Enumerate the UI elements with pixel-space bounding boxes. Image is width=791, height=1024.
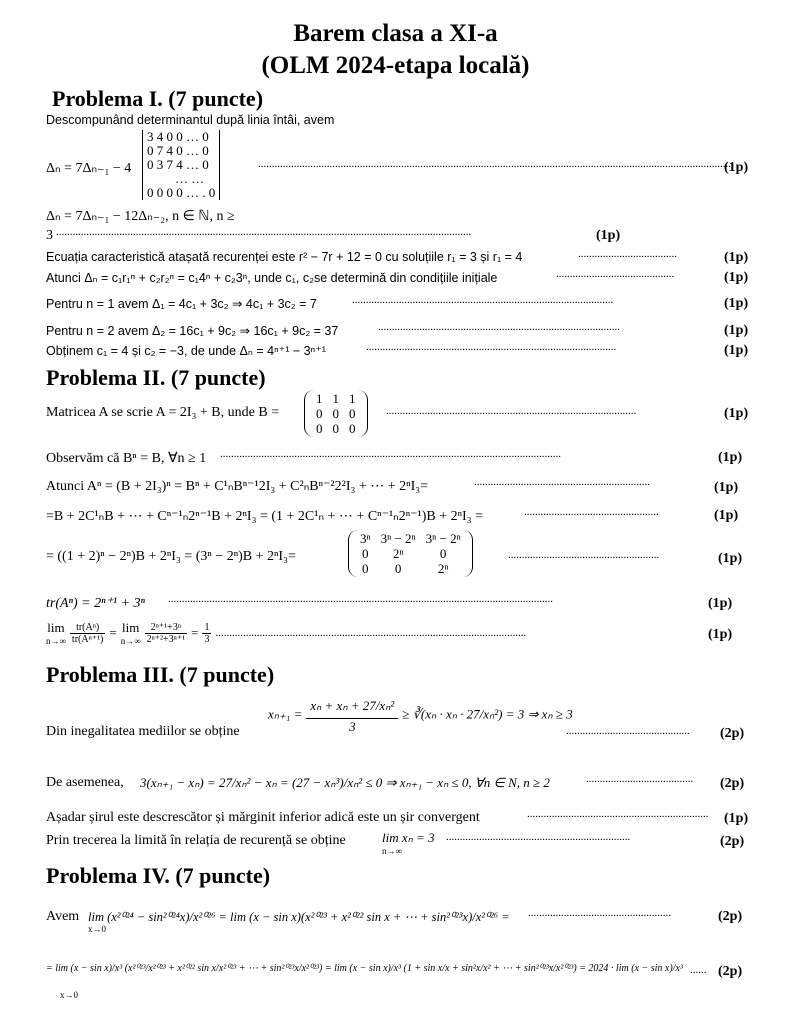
matrix-cell: 0 — [349, 421, 356, 436]
eq-sign: = — [109, 625, 117, 640]
p3-points-2: (2p) — [720, 776, 745, 791]
title-line-1: Barem clasa a XI-a — [293, 20, 498, 47]
matrix-cell: 2ⁿ — [437, 561, 449, 576]
p1-dots-4: ........................................... — [556, 268, 675, 280]
p3-line-1: Din inegalitatea mediilor se obține — [46, 724, 240, 739]
p1-line-7: Obținem c₁ = 4 și c₂ = −3, de unde Δₙ = 4ⁿ⁺¹ − 3ⁿ⁺¹ — [46, 344, 326, 358]
p3-line-4: Prin trecerea la limită în relația de recurență se obține — [46, 833, 346, 848]
p1-dots-3: .................................... — [578, 248, 677, 260]
matrix-cell: 0 — [349, 406, 356, 421]
lim-word: lim — [121, 620, 140, 635]
p1-points-6: (1p) — [724, 323, 749, 338]
p2-dots-3: ................................................................ — [474, 476, 650, 488]
p2-points-3: (1p) — [714, 480, 739, 495]
eq-lhs: xₙ₊₁ = — [268, 706, 303, 722]
p3-points-1: (2p) — [720, 726, 745, 741]
lim-expr: lim xₙ = 3 — [382, 830, 435, 845]
p3-dots-4: ................................................................... — [446, 831, 631, 843]
p1-line-2a: Δₙ = 7Δₙ₋₁ − 12Δₙ₋₂, n ∈ ℕ, n ≥ — [46, 209, 235, 224]
p4-points-1: (2p) — [718, 909, 743, 924]
p1-intro: Descompunând determinantul după linia întâi, avem — [46, 113, 335, 127]
p1-points-1: (1p) — [724, 160, 749, 175]
p2-line-7 — [46, 620, 526, 646]
p3-points-4: (2p) — [720, 834, 745, 849]
lim-sub: n→∞ — [382, 846, 402, 856]
problem-1-heading: Problema I. (7 puncte) — [52, 86, 264, 111]
lim-sub: n→∞ — [46, 636, 66, 646]
problem-2-heading: Problema II. (7 puncte) — [46, 365, 266, 390]
p1-line-5: Pentru n = 1 avem Δ₁ = 4c₁ + 3c₂ ⇒ 4c₁ + 3c₂ = 7 — [46, 297, 317, 311]
p3-dots-3: .................................................................. — [527, 808, 709, 820]
p1-line-6: Pentru n = 2 avem Δ₂ = 16c₁ + 9c₂ ⇒ 16c₁ + 9c₂ = 37 — [46, 324, 339, 338]
p3-line-3: Așadar șirul este descrescător și mărginit inferior adică este un șir convergent — [46, 810, 480, 825]
det-row: 0 7 4 0 … 0 — [147, 143, 209, 158]
p4-line-1b: lim (x²⁰²⁴ − sin²⁰²⁴x)/x²⁰²⁶ = lim (x − sin x)(x²⁰²³ + x²⁰²² sin x + ⋯ + sin²⁰²³x)/x²⁰²⁶ = — [88, 910, 510, 924]
p4-dots-1: .................................................... — [528, 907, 671, 919]
matrix-cell: 2ⁿ — [392, 546, 404, 561]
p1-line-4: Atunci Δₙ = c₁r₁ⁿ + c₂r₂ⁿ = c₁4ⁿ + c₂3ⁿ, unde c₁, c₂se determină din condițiile inițiale — [46, 271, 498, 285]
p3-points-3: (1p) — [724, 811, 749, 826]
p1-dots-5: ............................................................................................... — [352, 294, 614, 306]
frac-den: 2ⁿ⁺²+3ⁿ⁺¹ — [146, 633, 186, 645]
det-row: 0 0 0 0 … . 0 — [147, 185, 216, 200]
matrix-cell: 0 — [332, 406, 339, 421]
matrix-cell: 3ⁿ − 2ⁿ — [425, 531, 461, 546]
p2-points-4: (1p) — [714, 508, 739, 523]
p2-matrix-a — [348, 530, 473, 577]
det-row: 3 4 0 0 … 0 — [147, 129, 209, 144]
det-row: 0 3 7 4 … 0 — [147, 157, 209, 172]
det-row: … … — [175, 171, 205, 186]
p4-line-2-sub: x→0 — [60, 990, 78, 1000]
matrix-cell: 0 — [439, 546, 447, 561]
p2-line-2: Observăm că Bⁿ = B, ∀n ≥ 1 — [46, 451, 207, 466]
frac-den: 3 — [204, 633, 210, 645]
p2-dots-1: ........................................................................................... — [386, 405, 637, 417]
p2-points-5: (1p) — [718, 551, 743, 566]
p2-dots-7: ................................................................................................................. — [215, 627, 527, 639]
p2-dots-5: ....................................................... — [508, 549, 660, 561]
p3-line-4-eq — [382, 830, 435, 856]
p2-dots-2: ............................................................................................................................ — [220, 448, 561, 460]
p2-line-3: Atunci Aⁿ = (B + 2I₃)ⁿ = Bⁿ + C¹ₙBⁿ⁻¹2I₃ + C²ₙBⁿ⁻²2²I₃ + ⋯ + 2ⁿI₃= — [46, 479, 429, 494]
frac-num: 1 — [204, 621, 210, 633]
p2-points-6: (1p) — [708, 596, 733, 611]
matrix-cell: 0 — [316, 421, 323, 436]
matrix-cell: 0 — [332, 421, 339, 436]
p4-dots-2: ...... — [690, 964, 707, 976]
p1-dots-6: ........................................................................................ — [378, 321, 620, 333]
p1-determinant — [142, 130, 220, 200]
p4-line-1a: Avem — [46, 909, 80, 924]
p3-line-2b: 3(xₙ₊₁ − xₙ) = 27/xₙ² − xₙ = (27 − xₙ³)/xₙ² ≤ 0 ⇒ xₙ₊₁ − xₙ ≤ 0, ∀n ∈ N, n ≥ 2 — [140, 775, 550, 790]
p1-points-7: (1p) — [724, 343, 749, 358]
frac-den: 3 — [349, 719, 356, 734]
lim-sub: n→∞ — [120, 636, 141, 646]
p1-line-2b: 3 — [46, 228, 53, 243]
matrix-cell: 0 — [316, 406, 323, 421]
eq-sign: = — [191, 625, 199, 640]
p4-line-2: = lim (x − sin x)/x³ (x²⁰²³/x²⁰²³ + x²⁰²² sin x/x²⁰²³ + ⋯ + sin²⁰²³x/x²⁰²³) = lim (x − sin x)/x³ (1 + sin x/x + sin²x/x² + ⋯ + sin²⁰²³x/x²⁰²³) = 2024 · lim (x − sin x)/x³ — [46, 963, 683, 974]
frac-num: 2ⁿ⁺¹+3ⁿ — [145, 622, 188, 634]
p1-det-prefix: Δₙ = 7Δₙ₋₁ − 4 — [46, 161, 132, 176]
p2-points-1: (1p) — [724, 406, 749, 421]
matrix-cell: 0 — [362, 561, 369, 576]
p2-line-4: =B + 2C¹ₙB + ⋯ + Cⁿ⁻¹ₙ2ⁿ⁻¹B + 2ⁿI₃ = (1 + 2C¹ₙ + ⋯ + Cⁿ⁻¹ₙ2ⁿ⁻¹)B + 2ⁿI₃ = — [46, 509, 483, 524]
p2-points-2: (1p) — [718, 450, 743, 465]
p2-matrix-b — [304, 390, 368, 437]
p2-line-1: Matricea A se scrie A = 2I₃ + B, unde B = — [46, 405, 280, 420]
p2-line-6: tr(Aⁿ) = 2ⁿ⁺¹ + 3ⁿ — [46, 596, 145, 611]
p3-dots-2: ....................................... — [586, 773, 694, 785]
p1-points-4: (1p) — [724, 270, 749, 285]
p1-dots-7: ........................................................................................... — [366, 341, 617, 353]
lim-word: lim — [47, 620, 65, 635]
p3-line-2a: De asemenea, — [46, 775, 124, 790]
p1-line-3: Ecuația caracteristică atașată recurenței este r² − 7r + 12 = 0 cu soluțiile r₁ = 3 și r₁ = 4 — [46, 250, 523, 264]
p1-points-2: (1p) — [596, 228, 621, 243]
matrix-cell: 3ⁿ − 2ⁿ — [380, 531, 416, 546]
p2-line-5: = ((1 + 2)ⁿ − 2ⁿ)B + 2ⁿI₃ = (3ⁿ − 2ⁿ)B + 2ⁿI₃= — [46, 549, 296, 564]
p2-dots-4: ................................................. — [524, 506, 659, 518]
p4-points-2: (2p) — [718, 964, 743, 979]
matrix-cell: 0 — [362, 546, 369, 561]
matrix-cell: 1 — [332, 391, 339, 406]
p1-dots-1: ............................................................................................................................................................................ — [258, 158, 731, 170]
p1-dots-2: ....................................................................................................................................................... — [56, 226, 472, 238]
frac-den: tr(Aⁿ⁺¹) — [71, 633, 104, 645]
title-line-2: (OLM 2024-etapa locală) — [261, 52, 530, 79]
problem-3-heading: Problema III. (7 puncte) — [46, 662, 275, 687]
p3-eq-1 — [268, 694, 573, 735]
matrix-cell: 3ⁿ — [360, 531, 371, 546]
frac-num: tr(Aⁿ) — [70, 622, 105, 634]
matrix-cell: 0 — [394, 561, 402, 576]
p1-points-3: (1p) — [724, 250, 749, 265]
p3-dots-1: ............................................. — [566, 725, 690, 737]
eq-rhs: ≥ ∛(xₙ · xₙ · 27/xₙ²) = 3 ⇒ xₙ ≥ 3 — [402, 706, 573, 722]
p2-points-7: (1p) — [708, 627, 733, 642]
matrix-cell: 1 — [316, 391, 323, 406]
p1-points-5: (1p) — [724, 296, 749, 311]
p2-dots-6: ............................................................................................................................................ — [168, 593, 553, 605]
p4-line-1-sub: x→0 — [88, 924, 106, 934]
problem-4-heading: Problema IV. (7 puncte) — [46, 863, 271, 888]
frac-num: xₙ + xₙ + 27/xₙ² — [306, 694, 398, 719]
matrix-cell: 1 — [349, 391, 356, 406]
